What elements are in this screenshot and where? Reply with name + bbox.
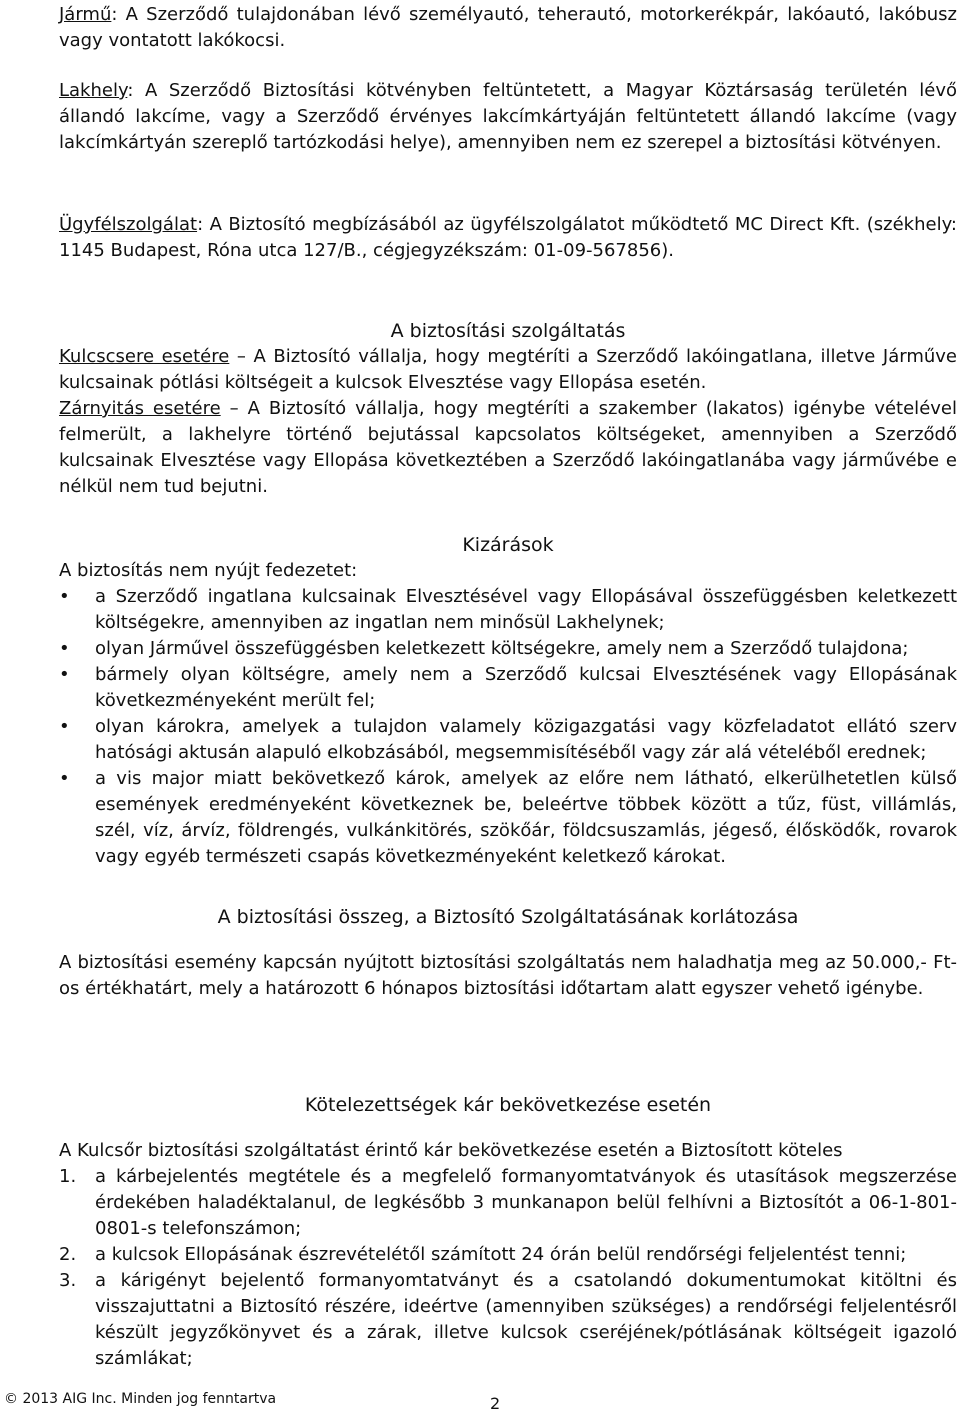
definition-lakhely xyxy=(59,78,957,156)
section-title: A biztosítási szolgáltatás xyxy=(390,320,626,342)
kulcscsere-text: – A Biztosító vállalja, hogy megtéríti a Szerződő lakóingatlana, illetve Járműve kulcsainak pótlási költségeit a kulcsok Elvesztése vagy Ellopása esetén. xyxy=(59,346,957,393)
osszeg-text: A biztosítási esemény kapcsán nyújtott biztosítási szolgáltatás nem haladhatja meg az 50.000,- Ft-os értékhatárt, mely a határozott 6 hónapos biztosítási időtartam alatt egyszer vehető igénybe. xyxy=(59,952,957,999)
kotelezettsegek-list xyxy=(59,1164,957,1372)
footer-copyright: © 2013 AIG Inc. Minden jog fenntartva xyxy=(4,1391,277,1407)
definition-text: : A Szerződő tulajdonában lévő személyautó, teherautó, motorkerékpár, lakóautó, lakóbusz vagy vontatott lakókocsi. xyxy=(59,4,957,51)
definition-term: Jármű xyxy=(59,4,112,25)
definition-text: : A Szerződő Biztosítási kötvényben feltüntetett, a Magyar Köztársaság területén lévő állandó lakcíme, vagy a Szerződő érvényes lakcímkártyáján feltüntetett állandó lakcíme (vagy lakcímkártyán szereplő tartózkodási helye), amennyiben nem ez szerepel a biztosítási kötvényen. xyxy=(59,80,957,153)
zarnyitas-text: – A Biztosító vállalja, hogy megtéríti a szakember (lakatos) igénybe vételével felmerült, a lakhelyre történő bejutással kapcsolatos költségeket, amennyiben a Szerződő kulcsainak Elvesztése vagy Ellopása következtében a Szerződő lakóingatlanába vagy járművébe e nélkül nem tud bejutni. xyxy=(59,398,957,497)
item-number: 3. xyxy=(59,1270,77,1291)
item-number: 2. xyxy=(59,1244,77,1265)
list-item xyxy=(59,1268,957,1372)
definition-term: Ügyfélszolgálat xyxy=(59,214,198,235)
section-kotelezettsegek xyxy=(59,1092,957,1372)
kizarasok-intro: A biztosítás nem nyújt fedezetet: xyxy=(59,560,358,581)
definition-jarmu xyxy=(59,2,957,54)
item-text: a kárbejelentés megtétele és a megfelelő formanyomtatványok és utasítások megszerzése érdekében haladéktalanul, de legkésőbb 3 munkanapon belül felhívni a Biztosítót a 06-1-801-0801-s telefonszámon; xyxy=(95,1166,957,1239)
list-item: • olyan károkra, amelyek a tulajdon valamely közigazgatási vagy közfeladatot ellátó szerv hatósági aktusán alapuló elkobzásából, megsemmisítéséből vagy zár alá vételéből erednek; xyxy=(59,714,957,766)
item-number: 1. xyxy=(59,1166,77,1187)
zarnyitas-term: Zárnyitás esetére xyxy=(59,398,221,419)
definition-ugyfelszolgalat xyxy=(59,212,957,264)
definition-text: : A Biztosító megbízásából az ügyfélszolgálatot működtető MC Direct Kft. (székhely: 1145 Budapest, Róna utca 127/B., cégjegyzékszám: 01-09-567856). xyxy=(59,214,957,261)
list-item: • a Szerződő ingatlana kulcsainak Elvesztésével vagy Ellopásával összefüggésben keletkezett költségekre, amennyiben az ingatlan nem minősül Lakhelynek; xyxy=(59,584,957,636)
list-item xyxy=(59,1242,957,1268)
definition-term: Lakhely xyxy=(59,80,128,101)
section-title: Kötelezettségek kár bekövetkezése esetén xyxy=(304,1094,712,1116)
list-item: • bármely olyan költségre, amely nem a Szerződő kulcsai Elvesztésének vagy Ellopásának következményeként merült fel; xyxy=(59,662,957,714)
item-text: a kulcsok Ellopásának észrevételétől számított 24 órán belül rendőrségi feljelentést tenni; xyxy=(95,1244,907,1265)
kulcscsere-term: Kulcscsere esetére xyxy=(59,346,230,367)
page-number: 2 xyxy=(490,1394,501,1413)
section-title: Kizárások xyxy=(462,534,554,556)
section-title: A biztosítási összeg, a Biztosító Szolgáltatásának korlátozása xyxy=(217,906,799,928)
kotelezettsegek-intro: A Kulcsőr biztosítási szolgáltatást érintő kár bekövetkezése esetén a Biztosított köteles xyxy=(59,1140,843,1161)
item-text: a kárigényt bejelentő formanyomtatványt és a csatolandó dokumentumokat kitöltni és visszajuttatni a Biztosító részére, ideértve (amennyiben szükséges) a rendőrségi feljelentésről készült jegyzőkönyvet és a zárak, illetve kulcsok cseréjének/pótlásának költségeit igazoló számlákat; xyxy=(95,1270,957,1369)
list-item xyxy=(59,1164,957,1242)
section-osszeg xyxy=(59,904,957,1002)
list-item: • a vis major miatt bekövetkező károk, amelyek az előre nem látható, elkerülhetetlen külső események eredményeként következnek be, beleértve többek között a tűz, füst, villámlás, szél, víz, árvíz, földrengés, vulkánkitörés, szökőár, földcsuszamlás, jégeső, élősködők, rovarok vagy egyéb természeti csapás következményeként keletkező károkat. xyxy=(59,766,957,870)
section-szolgaltatas xyxy=(59,318,957,500)
zarnyitas-paragraph xyxy=(59,396,957,500)
section-kizarasok xyxy=(59,532,957,870)
kizarasok-list xyxy=(59,584,957,870)
list-item: • olyan Járművel összefüggésben keletkezett költségekre, amely nem a Szerződő tulajdona; xyxy=(59,636,957,662)
kulcscsere-paragraph xyxy=(59,344,957,396)
